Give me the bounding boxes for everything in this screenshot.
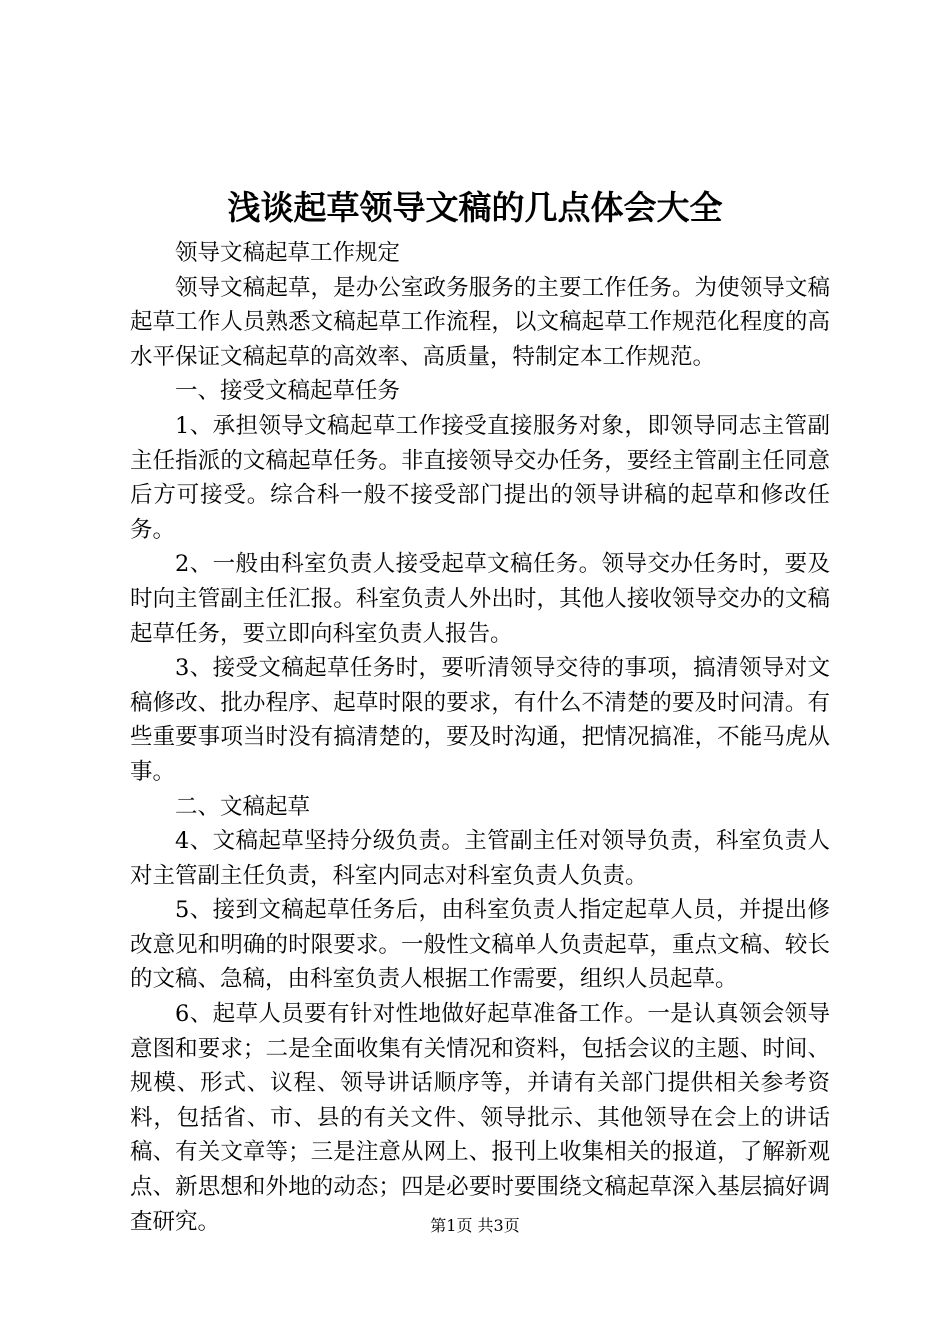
section-heading: 二、文稿起草 [175, 793, 311, 820]
paragraph: 领导文稿起草，是办公室政务服务的主要工作任务。为使领导文稿起草工作人员熟悉文稿起草工作流程，以文稿起草工作规范化程度的高水平保证文稿起草的高效率、高质量，特制定本工作规范。 [130, 274, 830, 370]
document-title: 浅谈起草领导文稿的几点体会大全 [227, 188, 723, 227]
section-heading: 一、接受文稿起草任务 [175, 378, 401, 405]
paragraph: 5、接到文稿起草任务后，由科室负责人指定起草人员，并提出修改意见和明确的时限要求。一般性文稿单人负责起草，重点文稿、较长的文稿、急稿，由科室负责人根据工作需要，组织人员起草。 [130, 897, 830, 993]
paragraph: 2、一般由科室负责人接受起草文稿任务。领导交办任务时，要及时向主管副主任汇报。科室负责人外出时，其他人接收领导交办的文稿起草任务，要立即向科室负责人报告。 [130, 551, 830, 647]
paragraph: 领导文稿起草工作规定 [175, 240, 401, 266]
paragraph: 1、承担领导文稿起草工作接受直接服务对象，即领导同志主管副主任指派的文稿起草任务。非直接领导交办任务，要经主管副主任同意后方可接受。综合科一般不接受部门提出的领导讲稿的起草和修改任务。 [130, 412, 830, 543]
paragraph: 6、起草人员要有针对性地做好起草准备工作。一是认真领会领导意图和要求；二是全面收集有关情况和资料，包括会议的主题、时间、规模、形式、议程、领导讲话顺序等，并请有关部门提供相关参考资料，包括省、市、县的有关文件、领导批示、其他领导在会上的讲话稿、有关文章等；三是注意从网上、报刊上收集相关的报道，了解新观点、新思想和外地的动态；四是必要时要围绕文稿起草深入基层搞好调查研究。 [130, 1001, 830, 1235]
document-body [130, 236, 830, 1239]
paragraph: 4、文稿起草坚持分级负责。主管副主任对领导负责，科室负责人对主管副主任负责，科室内同志对科室负责人负责。 [130, 828, 830, 889]
page-footer: 第1页 共3页 [430, 1216, 520, 1235]
paragraph: 3、接受文稿起草任务时，要听清领导交待的事项，搞清领导对文稿修改、批办程序、起草时限的要求，有什么不清楚的要及时问清。有些重要事项当时没有搞清楚的，要及时沟通，把情况搞准，不能马虎从事。 [130, 655, 830, 785]
